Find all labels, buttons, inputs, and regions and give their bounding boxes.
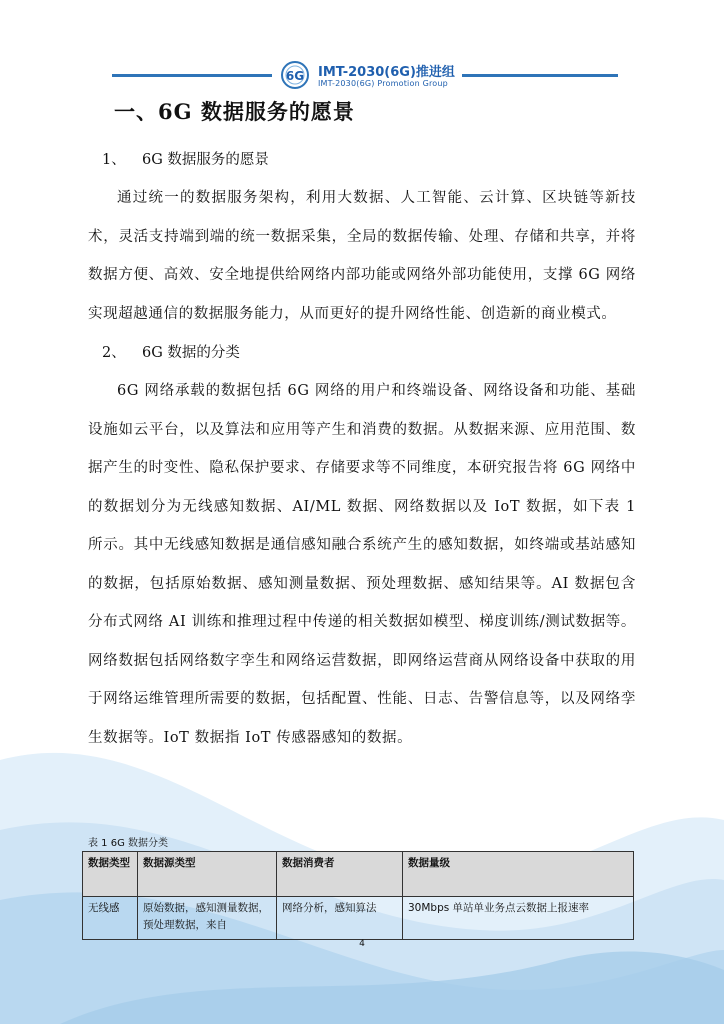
- column-header: 数据量级: [403, 852, 634, 897]
- body-paragraph: 通过统一的数据服务架构，利用大数据、人工智能、云计算、区块链等新技术，灵活支持端到端的统一数据采集，全局的数据传输、处理、存储和共享，并将数据方便、高效、安全地提供给网络内部功能或网络外部功能使用，支撑 6G 网络实现超越通信的数据服务能力，从而更好的提升网络性能、创造新的商业模式。: [88, 190, 636, 322]
- chapter-heading: 一、6G 数据服务的愿景: [114, 99, 355, 124]
- document-body: [88, 96, 636, 765]
- header-rule-right: [462, 74, 618, 77]
- section-heading: [102, 341, 636, 362]
- table-cell: 30Mbps 单站单业务点云数据上报速率: [403, 897, 634, 940]
- section-heading: [102, 148, 636, 169]
- column-header: 数据类型: [83, 852, 138, 897]
- data-classification-table: [82, 851, 634, 940]
- section-number: 2、: [102, 345, 126, 361]
- table-caption: 表 1 6G 数据分类: [88, 838, 169, 849]
- column-header: 数据源类型: [138, 852, 277, 897]
- logo-text: 6G: [285, 69, 305, 83]
- body-paragraph: 6G 网络承载的数据包括 6G 网络的用户和终端设备、网络设备和功能、基础设施如云平台，以及算法和应用等产生和消费的数据。从数据来源、应用范围、数据产生的时变性、隐私保护要求、存储要求等不同维度，本研究报告将 6G 网络中的数据划分为无线感知数据、AI/ML 数据、网络数据以及 IoT 数据，如下表 1 所示。其中无线感知数据是通信感知融合系统产生的感知数据，如终端或基站感知的数据，包括原始数据、感知测量数据、预处理数据、感知结果等。AI 数据包含分布式网络 AI 训练和推理过程中传递的相关数据如模型、梯度训练/测试数据等。网络数据包括网络数字孪生和网络运营数据，即网络运营商从网络设备中获取的用于网络运维管理所需要的数据，包括配置、性能、日志、告警信息等，以及网络孪生数据等。IoT 数据指 IoT 传感器感知的数据。: [88, 383, 636, 746]
- 6g-logo-icon: [280, 60, 314, 90]
- header-rule-left: [112, 74, 272, 77]
- org-subtitle: IMT-2030(6G) Promotion Group: [318, 79, 448, 88]
- table-cell: 网络分析，感知算法: [277, 897, 403, 940]
- table-cell: 无线感: [83, 897, 138, 940]
- section-number: 1、: [102, 152, 126, 168]
- table-cell: 原始数据，感知测量数据，预处理数据，来自: [138, 897, 277, 940]
- table-row: [83, 897, 634, 940]
- section-title: 6G 数据的分类: [142, 345, 240, 361]
- section-title: 6G 数据服务的愿景: [142, 152, 269, 168]
- page-number: 4: [359, 939, 365, 949]
- column-header: 数据消费者: [277, 852, 403, 897]
- document-header: [0, 58, 724, 98]
- table-header-row: [83, 852, 634, 897]
- org-title: IMT-2030(6G)推进组: [318, 65, 455, 80]
